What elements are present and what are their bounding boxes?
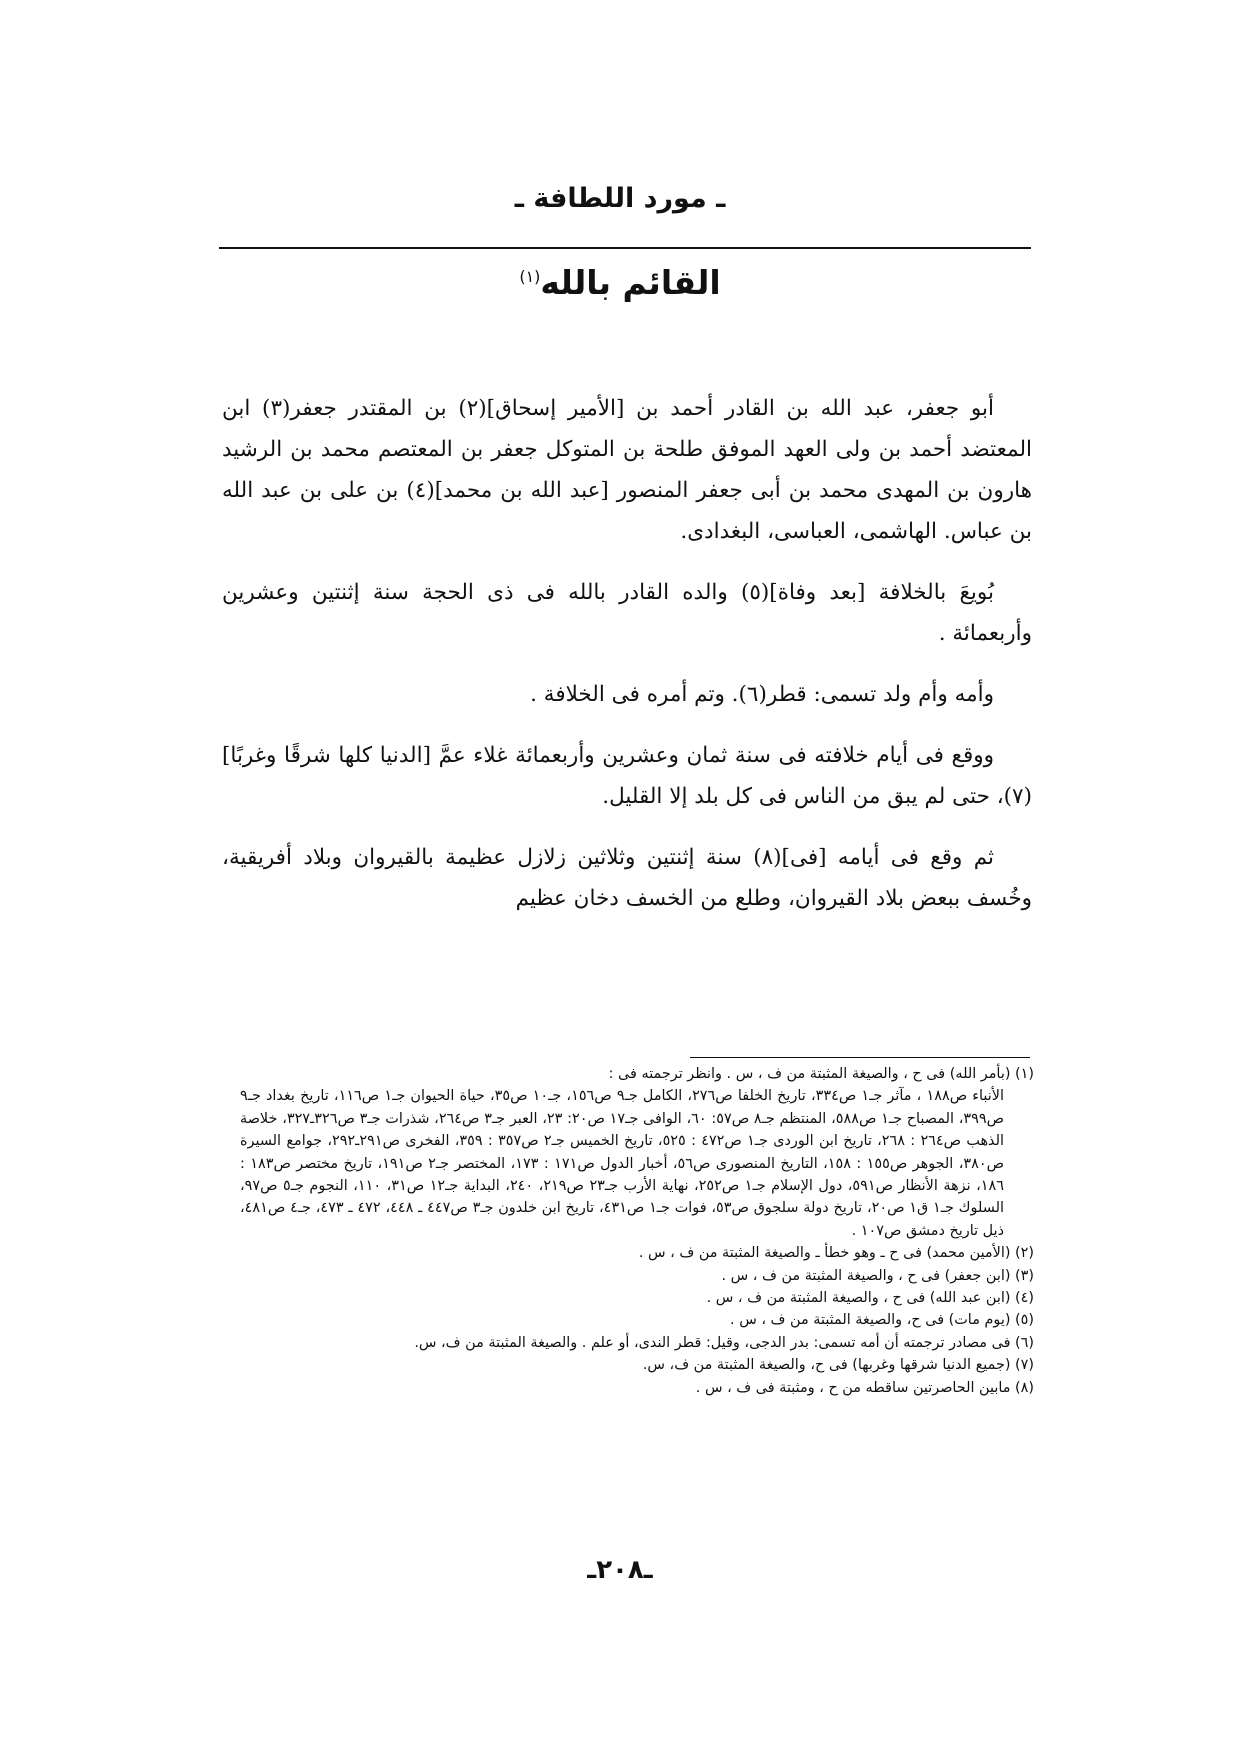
chapter-title-text: القائم بالله xyxy=(540,263,721,302)
footnote-2: (٢) (الأمين محمد) فى ح ـ وهو خطأ ـ والصيغة المثبتة من ف ، س . xyxy=(638,1245,1034,1262)
body-paragraph: أبو جعفر، عبد الله بن القادر أحمد بن [الأمير إسحاق](٢) بن المقتدر جعفر(٣) ابن المعتضد أحمد بن ولى العهد الموفق طلحة بن المتوكل جعفر بن المعتصم محمد بن الرشيد هارون بن المهدى محمد بن أبى جعفر المنصور [عبد الله بن محمد](٤) بن على بن عبد الله بن عباس. الهاشمى، العباسى، البغدادى. xyxy=(222,396,1032,544)
chapter-title xyxy=(0,263,1240,302)
page-number-value: ٢٠٨ xyxy=(596,1555,644,1585)
page-number-dash: ـ xyxy=(643,1555,653,1585)
body-paragraph: بُويعَ بالخلافة [بعد وفاة](٥) والده القادر بالله فى ذى الحجة سنة إثنتين وعشرين وأربعمائة . xyxy=(222,580,1032,646)
footnote-1-head: (١) (بأمر الله) فى ح ، والصيغة المثبتة من ف ، س . وانظر ترجمته فى : xyxy=(608,1066,1034,1082)
chapter-footnote-mark: (١) xyxy=(519,267,541,286)
body-paragraph: ووقع فى أيام خلافته فى سنة ثمان وعشرين وأربعمائة غلاء عمَّ [الدنيا كلها شرقًا وغربًا](٧)، حتى لم يبق من الناس فى كل بلد إلا القليل. xyxy=(222,743,1032,809)
footnote-7: (٧) (جميع الدنيا شرقها وغربها) فى ح، والصيغة المثبتة من ف، س. xyxy=(642,1357,1034,1374)
body-paragraph: ثم وقع فى أيامه [فى](٨) سنة إثنتين وثلاثين زلازل عظيمة بالقيروان وبلاد أفريقية، وخُسف ببعض بلاد القيروان، وطلع من الخسف دخان عظيم xyxy=(222,845,1032,911)
footnotes xyxy=(240,1063,1034,1399)
footnote-6: (٦) فى مصادر ترجمته أن أمه تسمى: بدر الدجى، وقيل: قطر الندى، أو علم . والصيغة المثبتة من ف، س. xyxy=(414,1334,1034,1351)
footnote-4: (٤) (ابن عبد الله) فى ح ، والصيغة المثبتة من ف ، س . xyxy=(706,1290,1034,1307)
header-divider xyxy=(219,247,1031,249)
footnote-3: (٣) (ابن جعفر) فى ح ، والصيغة المثبتة من ف ، س . xyxy=(721,1267,1034,1284)
page-number xyxy=(0,1555,1240,1585)
body-paragraph: وأمه وأم ولد تسمى: قطر(٦). وتم أمره فى الخلافة . xyxy=(530,682,994,707)
footnote-divider xyxy=(690,1057,1030,1058)
page-number-dash: ـ xyxy=(587,1555,597,1585)
footnote-8: (٨) مابين الحاصرتين ساقطه من ح ، ومثبتة فى ف ، س . xyxy=(695,1379,1034,1396)
footnote-5: (٥) (يوم مات) فى ح، والصيغة المثبتة من ف ، س . xyxy=(730,1312,1034,1329)
running-header: ـ مورد اللطافة ـ xyxy=(514,183,726,214)
body-text xyxy=(222,388,1032,939)
footnote-1-sources: الأنباء ص١٨٨ ، مآثر جـ١ ص٣٣٤، تاريخ الخلفا ص٢٧٦، الكامل جـ٩ ص١٥٦، جـ١٠ ص٣٥، حياة الحيوان جـ١ ص١١٦، تاريخ بغداد جـ٩ ص٣٩٩، المصباح جـ١ ص٥٨٨، المنتظم جـ٨ ص٥٧: ٦٠، الوافى جـ١٧ ص٢٠: ٢٣، العبر جـ٣ ص٢٦٤، شذرات جـ٣ ص٣٢٦ـ٣٢٧، خلاصة الذهب ص٢٦٤ : ٢٦٨، تاريخ ابن الوردى جـ١ ص٤٧٢ : ٥٢٥، تاريخ الخميس جـ٢ ص٣٥٧ : ٣٥٩، الفخرى ص٢٩١ـ٢٩٢، جوامع السيرة ص٣٨٠، الجوهر ص١٥٥ : ١٥٨، التاريخ المنصورى ص٥٦، أخبار الدول ص١٧١ : ١٧٣، المختصر جـ٢ ص١٩١، تاريخ مختصر ص١٨٣ : ١٨٦، نزهة الأنظار ص٥٩١، دول الإسلام جـ١ ص٢٥٢، نهاية الأرب جـ٢٣ ص٢١٩، ٢٤٠، البداية جـ١٢ ص٣١، ١١٠، النجوم جـ٥ ص٩٧، السلوك جـ١ ق١ ص٢٠، تاريخ دولة سلجوق ص٥٣، فوات جـ١ ص٤٣١، تاريخ ابن خلدون جـ٣ ص٤٤٧ ـ ٤٤٨، ٤٧٢ ـ ٤٧٣، جـ٤ ص٤٨١، ذيل تاريخ دمشق ص١٠٧ . xyxy=(240,1088,1004,1239)
